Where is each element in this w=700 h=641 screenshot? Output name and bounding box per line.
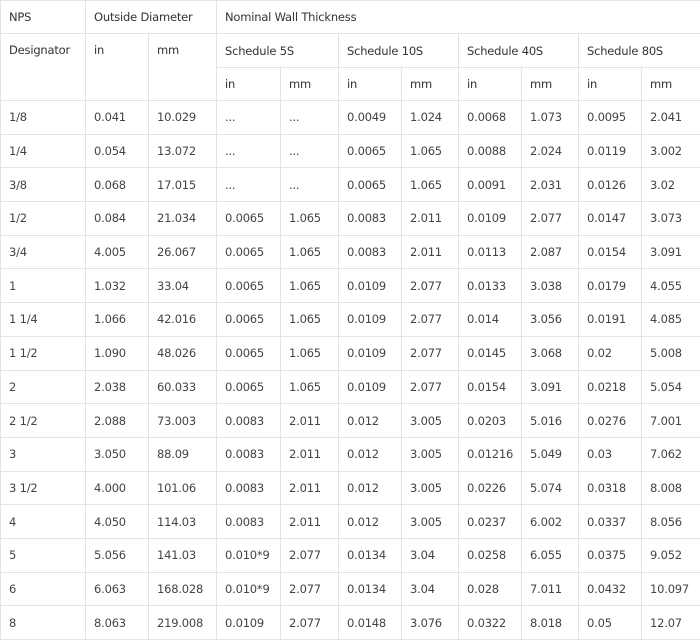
- cell-s80-in: 0.0095: [579, 101, 642, 135]
- cell-nps: 3/4: [1, 235, 86, 269]
- cell-s40-mm: 3.056: [522, 303, 579, 337]
- cell-s40-in: 0.0145: [459, 336, 522, 370]
- cell-s5-mm: ...: [281, 101, 339, 135]
- cell-od-in: 0.041: [86, 101, 149, 135]
- cell-od-in: 4.005: [86, 235, 149, 269]
- cell-od-in: 5.056: [86, 538, 149, 572]
- od-in-header: in: [86, 34, 149, 101]
- cell-s80-in: 0.0318: [579, 471, 642, 505]
- cell-nps: 5: [1, 538, 86, 572]
- cell-s10-mm: 2.011: [402, 235, 459, 269]
- cell-od-mm: 88.09: [149, 437, 217, 471]
- table-row: [1, 235, 700, 269]
- cell-od-in: 0.068: [86, 168, 149, 202]
- cell-s80-in: 0.0337: [579, 505, 642, 539]
- cell-s40-mm: 8.018: [522, 606, 579, 640]
- cell-s40-in: 0.0258: [459, 538, 522, 572]
- cell-s80-mm: 2.041: [642, 101, 700, 135]
- cell-nps: 2 1/2: [1, 404, 86, 438]
- cell-s40-mm: 3.038: [522, 269, 579, 303]
- cell-s10-mm: 3.04: [402, 538, 459, 572]
- cell-s10-mm: 3.005: [402, 471, 459, 505]
- cell-s80-in: 0.0218: [579, 370, 642, 404]
- cell-s80-mm: 3.002: [642, 134, 700, 168]
- cell-s40-mm: 6.055: [522, 538, 579, 572]
- cell-s5-in: 0.0065: [217, 303, 281, 337]
- cell-s80-in: 0.0179: [579, 269, 642, 303]
- cell-nps: 3: [1, 437, 86, 471]
- unit-header-in: in: [579, 68, 642, 101]
- cell-s40-in: 0.0237: [459, 505, 522, 539]
- cell-s10-mm: 2.077: [402, 269, 459, 303]
- cell-s80-mm: 5.054: [642, 370, 700, 404]
- cell-s10-mm: 1.065: [402, 168, 459, 202]
- cell-s5-mm: 2.011: [281, 437, 339, 471]
- cell-nps: 2: [1, 370, 86, 404]
- cell-s80-mm: 4.055: [642, 269, 700, 303]
- cell-s40-in: 0.0154: [459, 370, 522, 404]
- cell-od-in: 4.050: [86, 505, 149, 539]
- cell-od-mm: 114.03: [149, 505, 217, 539]
- cell-s10-in: 0.012: [339, 471, 402, 505]
- cell-s5-in: ...: [217, 168, 281, 202]
- cell-od-in: 6.063: [86, 572, 149, 606]
- cell-s5-mm: 1.065: [281, 303, 339, 337]
- table-row: [1, 606, 700, 640]
- cell-s10-in: 0.0109: [339, 269, 402, 303]
- cell-nps: 8: [1, 606, 86, 640]
- header-row-1: [1, 1, 700, 34]
- cell-s5-in: 0.010*9: [217, 572, 281, 606]
- cell-od-mm: 60.033: [149, 370, 217, 404]
- cell-s80-mm: 3.02: [642, 168, 700, 202]
- cell-s5-in: ...: [217, 101, 281, 135]
- schedule-header: Schedule 80S: [579, 34, 700, 68]
- cell-od-mm: 17.015: [149, 168, 217, 202]
- cell-s80-mm: 7.062: [642, 437, 700, 471]
- outside-diameter-header: Outside Diameter: [86, 1, 217, 34]
- table-row: [1, 538, 700, 572]
- cell-s40-in: 0.01216: [459, 437, 522, 471]
- cell-s40-mm: 5.049: [522, 437, 579, 471]
- cell-od-mm: 42.016: [149, 303, 217, 337]
- cell-s80-in: 0.0191: [579, 303, 642, 337]
- cell-s10-mm: 2.077: [402, 370, 459, 404]
- cell-s5-mm: 2.077: [281, 538, 339, 572]
- cell-s10-mm: 3.04: [402, 572, 459, 606]
- unit-header-mm: mm: [522, 68, 579, 101]
- cell-s5-in: 0.010*9: [217, 538, 281, 572]
- cell-s80-mm: 7.001: [642, 404, 700, 438]
- cell-s80-in: 0.0126: [579, 168, 642, 202]
- cell-s10-mm: 2.077: [402, 303, 459, 337]
- cell-s10-in: 0.0049: [339, 101, 402, 135]
- cell-s5-mm: 2.011: [281, 505, 339, 539]
- cell-s40-mm: 5.016: [522, 404, 579, 438]
- cell-s5-in: 0.0065: [217, 202, 281, 236]
- table-row: [1, 437, 700, 471]
- cell-nps: 1/2: [1, 202, 86, 236]
- cell-s5-mm: 1.065: [281, 370, 339, 404]
- cell-s80-mm: 3.073: [642, 202, 700, 236]
- cell-s10-in: 0.012: [339, 505, 402, 539]
- cell-nps: 1 1/2: [1, 336, 86, 370]
- cell-s10-in: 0.0065: [339, 168, 402, 202]
- cell-s80-in: 0.05: [579, 606, 642, 640]
- cell-s40-mm: 2.077: [522, 202, 579, 236]
- cell-s10-in: 0.0109: [339, 370, 402, 404]
- unit-header-in: in: [459, 68, 522, 101]
- cell-od-mm: 13.072: [149, 134, 217, 168]
- nominal-wall-thickness-header: Nominal Wall Thickness: [217, 1, 700, 34]
- cell-od-mm: 141.03: [149, 538, 217, 572]
- cell-s80-in: 0.0147: [579, 202, 642, 236]
- schedule-header: Schedule 5S: [217, 34, 339, 68]
- cell-s40-mm: 1.073: [522, 101, 579, 135]
- cell-od-mm: 48.026: [149, 336, 217, 370]
- table-row: [1, 101, 700, 135]
- cell-s40-mm: 3.091: [522, 370, 579, 404]
- cell-s40-in: 0.0322: [459, 606, 522, 640]
- cell-od-in: 2.038: [86, 370, 149, 404]
- cell-s40-mm: 5.074: [522, 471, 579, 505]
- cell-s40-mm: 3.068: [522, 336, 579, 370]
- cell-s40-mm: 6.002: [522, 505, 579, 539]
- cell-s10-mm: 1.024: [402, 101, 459, 135]
- cell-s10-mm: 2.077: [402, 336, 459, 370]
- cell-s40-in: 0.0133: [459, 269, 522, 303]
- table-row: [1, 269, 700, 303]
- cell-s40-in: 0.0226: [459, 471, 522, 505]
- cell-nps: 1 1/4: [1, 303, 86, 337]
- cell-s40-in: 0.0109: [459, 202, 522, 236]
- cell-s40-in: 0.014: [459, 303, 522, 337]
- cell-od-mm: 73.003: [149, 404, 217, 438]
- designator-header: Designator: [1, 34, 86, 101]
- cell-od-in: 3.050: [86, 437, 149, 471]
- table-row: [1, 336, 700, 370]
- cell-s5-in: 0.0083: [217, 404, 281, 438]
- table-row: [1, 471, 700, 505]
- cell-s80-mm: 4.085: [642, 303, 700, 337]
- cell-s5-mm: 1.065: [281, 202, 339, 236]
- table-row: [1, 572, 700, 606]
- cell-nps: 6: [1, 572, 86, 606]
- unit-header-mm: mm: [402, 68, 459, 101]
- cell-s80-mm: 8.056: [642, 505, 700, 539]
- cell-s10-in: 0.0134: [339, 538, 402, 572]
- schedule-header: Schedule 10S: [339, 34, 459, 68]
- cell-s5-mm: 2.077: [281, 572, 339, 606]
- table-row: [1, 168, 700, 202]
- cell-nps: 1: [1, 269, 86, 303]
- cell-s40-mm: 2.087: [522, 235, 579, 269]
- table-row: [1, 370, 700, 404]
- cell-s5-in: 0.0083: [217, 471, 281, 505]
- cell-s5-mm: 2.011: [281, 404, 339, 438]
- cell-s40-in: 0.0113: [459, 235, 522, 269]
- cell-s5-in: 0.0109: [217, 606, 281, 640]
- cell-s10-in: 0.0083: [339, 235, 402, 269]
- cell-nps: 4: [1, 505, 86, 539]
- cell-s10-in: 0.0065: [339, 134, 402, 168]
- table-body: [1, 101, 700, 640]
- header-row-2: [1, 34, 700, 68]
- cell-nps: 1/8: [1, 101, 86, 135]
- table-header: [1, 1, 700, 101]
- cell-s5-in: 0.0065: [217, 336, 281, 370]
- cell-s80-in: 0.0154: [579, 235, 642, 269]
- table-row: [1, 404, 700, 438]
- cell-s80-mm: 12.07: [642, 606, 700, 640]
- cell-s40-in: 0.0068: [459, 101, 522, 135]
- cell-s80-in: 0.02: [579, 336, 642, 370]
- cell-s5-mm: 2.077: [281, 606, 339, 640]
- unit-header-mm: mm: [281, 68, 339, 101]
- cell-s10-in: 0.012: [339, 437, 402, 471]
- cell-od-mm: 101.06: [149, 471, 217, 505]
- cell-s5-mm: 1.065: [281, 336, 339, 370]
- cell-s5-in: 0.0065: [217, 269, 281, 303]
- cell-s80-in: 0.0276: [579, 404, 642, 438]
- cell-s5-mm: 1.065: [281, 235, 339, 269]
- od-mm-header: mm: [149, 34, 217, 101]
- cell-od-mm: 33.04: [149, 269, 217, 303]
- cell-s40-in: 0.0203: [459, 404, 522, 438]
- cell-od-mm: 168.028: [149, 572, 217, 606]
- cell-s80-in: 0.0119: [579, 134, 642, 168]
- cell-od-in: 0.084: [86, 202, 149, 236]
- cell-s80-in: 0.03: [579, 437, 642, 471]
- table-row: [1, 134, 700, 168]
- schedule-header: Schedule 40S: [459, 34, 579, 68]
- cell-s5-in: ...: [217, 134, 281, 168]
- cell-s40-in: 0.028: [459, 572, 522, 606]
- cell-s10-in: 0.0109: [339, 336, 402, 370]
- table-row: [1, 202, 700, 236]
- cell-s80-mm: 5.008: [642, 336, 700, 370]
- cell-s10-in: 0.012: [339, 404, 402, 438]
- cell-s5-in: 0.0083: [217, 505, 281, 539]
- cell-od-mm: 26.067: [149, 235, 217, 269]
- cell-s10-in: 0.0109: [339, 303, 402, 337]
- cell-s10-mm: 2.011: [402, 202, 459, 236]
- cell-s10-mm: 3.005: [402, 404, 459, 438]
- cell-od-in: 4.000: [86, 471, 149, 505]
- cell-s80-mm: 10.097: [642, 572, 700, 606]
- cell-s10-mm: 1.065: [402, 134, 459, 168]
- cell-od-in: 2.088: [86, 404, 149, 438]
- cell-s10-in: 0.0083: [339, 202, 402, 236]
- cell-s10-mm: 3.005: [402, 505, 459, 539]
- cell-od-mm: 21.034: [149, 202, 217, 236]
- cell-s5-in: 0.0083: [217, 437, 281, 471]
- table-row: [1, 303, 700, 337]
- unit-header-in: in: [217, 68, 281, 101]
- cell-od-in: 8.063: [86, 606, 149, 640]
- cell-s80-in: 0.0375: [579, 538, 642, 572]
- cell-od-mm: 10.029: [149, 101, 217, 135]
- cell-s40-in: 0.0088: [459, 134, 522, 168]
- cell-s80-mm: 8.008: [642, 471, 700, 505]
- cell-s40-mm: 2.031: [522, 168, 579, 202]
- cell-s10-in: 0.0148: [339, 606, 402, 640]
- cell-od-in: 1.032: [86, 269, 149, 303]
- cell-s5-in: 0.0065: [217, 235, 281, 269]
- cell-s10-mm: 3.005: [402, 437, 459, 471]
- cell-s40-mm: 2.024: [522, 134, 579, 168]
- cell-nps: 3/8: [1, 168, 86, 202]
- unit-header-in: in: [339, 68, 402, 101]
- cell-nps: 1/4: [1, 134, 86, 168]
- cell-od-in: 0.054: [86, 134, 149, 168]
- cell-od-in: 1.066: [86, 303, 149, 337]
- cell-s40-mm: 7.011: [522, 572, 579, 606]
- cell-s80-mm: 3.091: [642, 235, 700, 269]
- cell-s10-mm: 3.076: [402, 606, 459, 640]
- cell-s5-mm: 2.011: [281, 471, 339, 505]
- cell-s10-in: 0.0134: [339, 572, 402, 606]
- cell-s80-mm: 9.052: [642, 538, 700, 572]
- table-row: [1, 505, 700, 539]
- cell-od-in: 1.090: [86, 336, 149, 370]
- unit-header-mm: mm: [642, 68, 700, 101]
- cell-nps: 3 1/2: [1, 471, 86, 505]
- cell-s5-mm: 1.065: [281, 269, 339, 303]
- cell-s5-mm: ...: [281, 168, 339, 202]
- cell-s5-in: 0.0065: [217, 370, 281, 404]
- cell-s40-in: 0.0091: [459, 168, 522, 202]
- cell-s80-in: 0.0432: [579, 572, 642, 606]
- cell-od-mm: 219.008: [149, 606, 217, 640]
- cell-s5-mm: ...: [281, 134, 339, 168]
- nps-header: NPS: [1, 1, 86, 34]
